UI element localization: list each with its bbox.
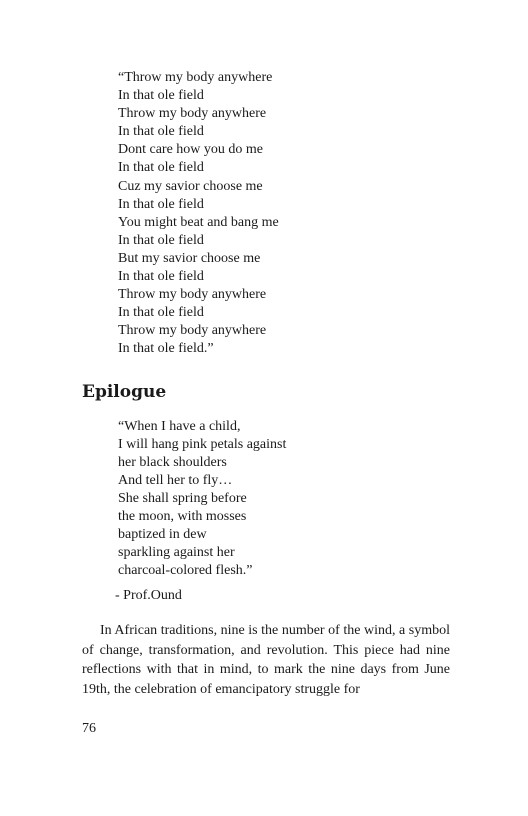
body-paragraph: In African traditions, nine is the number of the wind, a symbol of change, transformation, and revolution. This piece had nine reflections with that in mind, to mark the nine days from June 19th, the celebration of emancipatory struggle for	[82, 623, 450, 697]
poem-line: In that ole field	[118, 305, 204, 321]
epilogue-line: sparkling against her	[118, 545, 235, 560]
poem-line: But my savior choose me	[118, 250, 261, 266]
poem-line: Throw my body anywhere	[118, 287, 267, 303]
epilogue-line: charcoal-colored flesh.”	[118, 563, 253, 578]
poem-line: In that ole field	[118, 88, 204, 104]
poem-line: Cuz my savior choose me	[118, 178, 263, 194]
poem-line: “Throw my body anywhere	[118, 70, 273, 85]
poem-line: Throw my body anywhere	[118, 106, 267, 122]
poem-line: In that ole field	[118, 269, 204, 285]
epilogue-line: She shall spring before	[118, 491, 247, 506]
section-heading-epilogue: Epilogue	[82, 382, 167, 402]
epilogue-line: the moon, with mosses	[118, 509, 247, 524]
poem-line: You might beat and bang me	[118, 214, 279, 230]
epilogue-line: “When I have a child,	[118, 419, 241, 434]
epilogue-line: her black shoulders	[118, 455, 227, 470]
poem-line: In that ole field.”	[118, 341, 214, 357]
poem-line: Throw my body anywhere	[118, 323, 267, 339]
poem-line: In that ole field	[118, 232, 204, 248]
epilogue-line: baptized in dew	[118, 527, 207, 542]
poem-line: In that ole field	[118, 160, 204, 176]
page-number: 76	[82, 721, 96, 736]
poem-attribution: - Prof.Ound	[115, 588, 182, 603]
poem-line: In that ole field	[118, 124, 204, 140]
opening-poem	[118, 69, 279, 359]
poem-line: In that ole field	[118, 196, 204, 212]
epilogue-line: And tell her to fly…	[118, 473, 233, 488]
epilogue-poem	[118, 418, 286, 580]
epilogue-line: I will hang pink petals against	[118, 437, 287, 452]
poem-line: Dont care how you do me	[118, 142, 264, 158]
